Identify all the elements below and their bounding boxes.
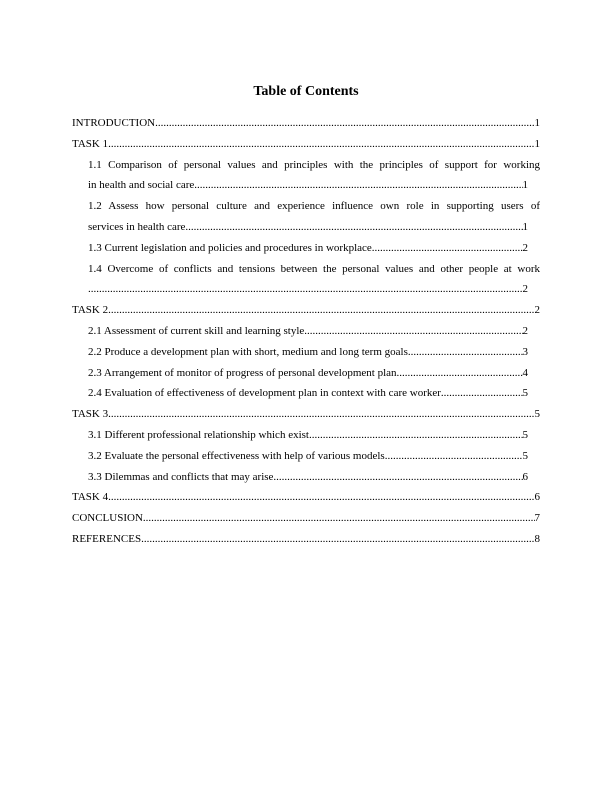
toc-entry-2-3[interactable] [72, 363, 540, 384]
toc-entry-3-3[interactable] [72, 467, 540, 488]
toc-entry-label: 1.2 Assess how personal culture and experience influence own role in supporting users of [88, 200, 540, 213]
toc-entry-page: 1 [534, 137, 540, 150]
toc-entry-page: 2 [522, 241, 528, 254]
toc-entry-page: 8 [534, 532, 540, 545]
toc-entry-page: 3 [522, 345, 528, 358]
dot-leader [408, 342, 523, 363]
dot-leader [397, 363, 523, 384]
toc-entry-task-3[interactable] [72, 404, 540, 425]
toc-entry-page: 1 [534, 117, 540, 129]
dot-leader [385, 446, 523, 467]
toc-entry-label: TASK 3 [72, 408, 109, 421]
dot-leader [185, 217, 522, 238]
toc-entry-1-4[interactable] [72, 259, 540, 301]
toc-entry-label: TASK 4 [72, 491, 109, 504]
dot-leader [441, 383, 523, 404]
page-title: Table of Contents [253, 84, 359, 99]
toc-entry-page: 5 [534, 408, 540, 421]
dot-leader [143, 508, 535, 529]
toc-entry-label: INTRODUCTION [72, 117, 156, 129]
toc-entry-label: CONCLUSION [72, 512, 143, 525]
toc-entry-page: 2 [534, 304, 540, 317]
toc-entry-label: TASK 1 [72, 137, 109, 150]
toc-entry-3-2[interactable] [72, 446, 540, 467]
toc-entry-label: TASK 2 [72, 304, 109, 317]
dot-leader [108, 487, 534, 508]
toc-entry-label: 2.2 Produce a development plan with short, medium and long term goals [88, 345, 408, 358]
toc-entry-label: 2.3 Arrangement of monitor of progress of personal development plan [88, 366, 397, 379]
toc-entry-references[interactable] [72, 529, 540, 550]
toc-entry-task-4[interactable] [72, 487, 540, 508]
toc-entry-label: 1.1 Comparison of personal values and principles with the principles of support for working [88, 158, 540, 171]
toc-entry-page: 2 [522, 283, 528, 296]
toc-entry-conclusion[interactable] [72, 508, 540, 529]
toc-entry-task-2[interactable] [72, 300, 540, 321]
dot-leader [88, 279, 523, 300]
dot-leader [155, 113, 534, 134]
dot-leader [108, 300, 534, 321]
toc-entry-label: 3.2 Evaluate the personal effectiveness with help of various models [88, 449, 385, 462]
toc-entry-label: REFERENCES [72, 532, 142, 545]
toc-entry-page: 1 [522, 220, 528, 233]
toc-entry-1-2[interactable] [72, 196, 540, 238]
toc-entry-label: 2.1 Assessment of current skill and learning style [88, 324, 305, 337]
dot-leader [372, 238, 523, 259]
table-of-contents [72, 113, 540, 550]
dot-leader [194, 175, 522, 196]
toc-entry-introduction[interactable] [72, 113, 540, 134]
toc-entry-page: 6 [522, 470, 528, 483]
toc-entry-label-continued: services in health care [88, 220, 186, 233]
dot-leader [141, 529, 534, 550]
toc-entry-page: 7 [534, 512, 540, 525]
toc-entry-2-1[interactable] [72, 321, 540, 342]
toc-entry-page: 4 [522, 366, 528, 379]
toc-entry-1-3[interactable] [72, 238, 540, 259]
toc-entry-label: 3.3 Dilemmas and conflicts that may arise [88, 470, 274, 483]
toc-entry-3-1[interactable] [72, 425, 540, 446]
toc-entry-page: 5 [522, 387, 528, 400]
toc-entry-label: 1.3 Current legislation and policies and procedures in workplace [88, 241, 372, 254]
toc-entry-page: 2 [522, 324, 528, 337]
toc-entry-1-1[interactable] [72, 155, 540, 197]
toc-entry-label: 1.4 Overcome of conflicts and tensions between the personal values and other people at work [88, 262, 540, 275]
dot-leader [273, 467, 522, 488]
dot-leader [108, 404, 534, 425]
dot-leader [309, 425, 523, 446]
toc-entry-page: 6 [534, 491, 540, 504]
toc-entry-2-2[interactable] [72, 342, 540, 363]
toc-entry-label-continued: in health and social care [88, 179, 195, 192]
toc-entry-2-4[interactable] [72, 383, 540, 404]
toc-entry-label: 2.4 Evaluation of effectiveness of development plan in context with care worker [88, 387, 441, 400]
toc-entry-page: 1 [522, 179, 528, 192]
dot-leader [108, 134, 534, 155]
toc-entry-task-1[interactable] [72, 134, 540, 155]
toc-entry-page: 5 [522, 428, 528, 441]
toc-entry-page: 5 [522, 449, 528, 462]
dot-leader [304, 321, 522, 342]
toc-entry-label: 3.1 Different professional relationship which exist [88, 428, 309, 441]
